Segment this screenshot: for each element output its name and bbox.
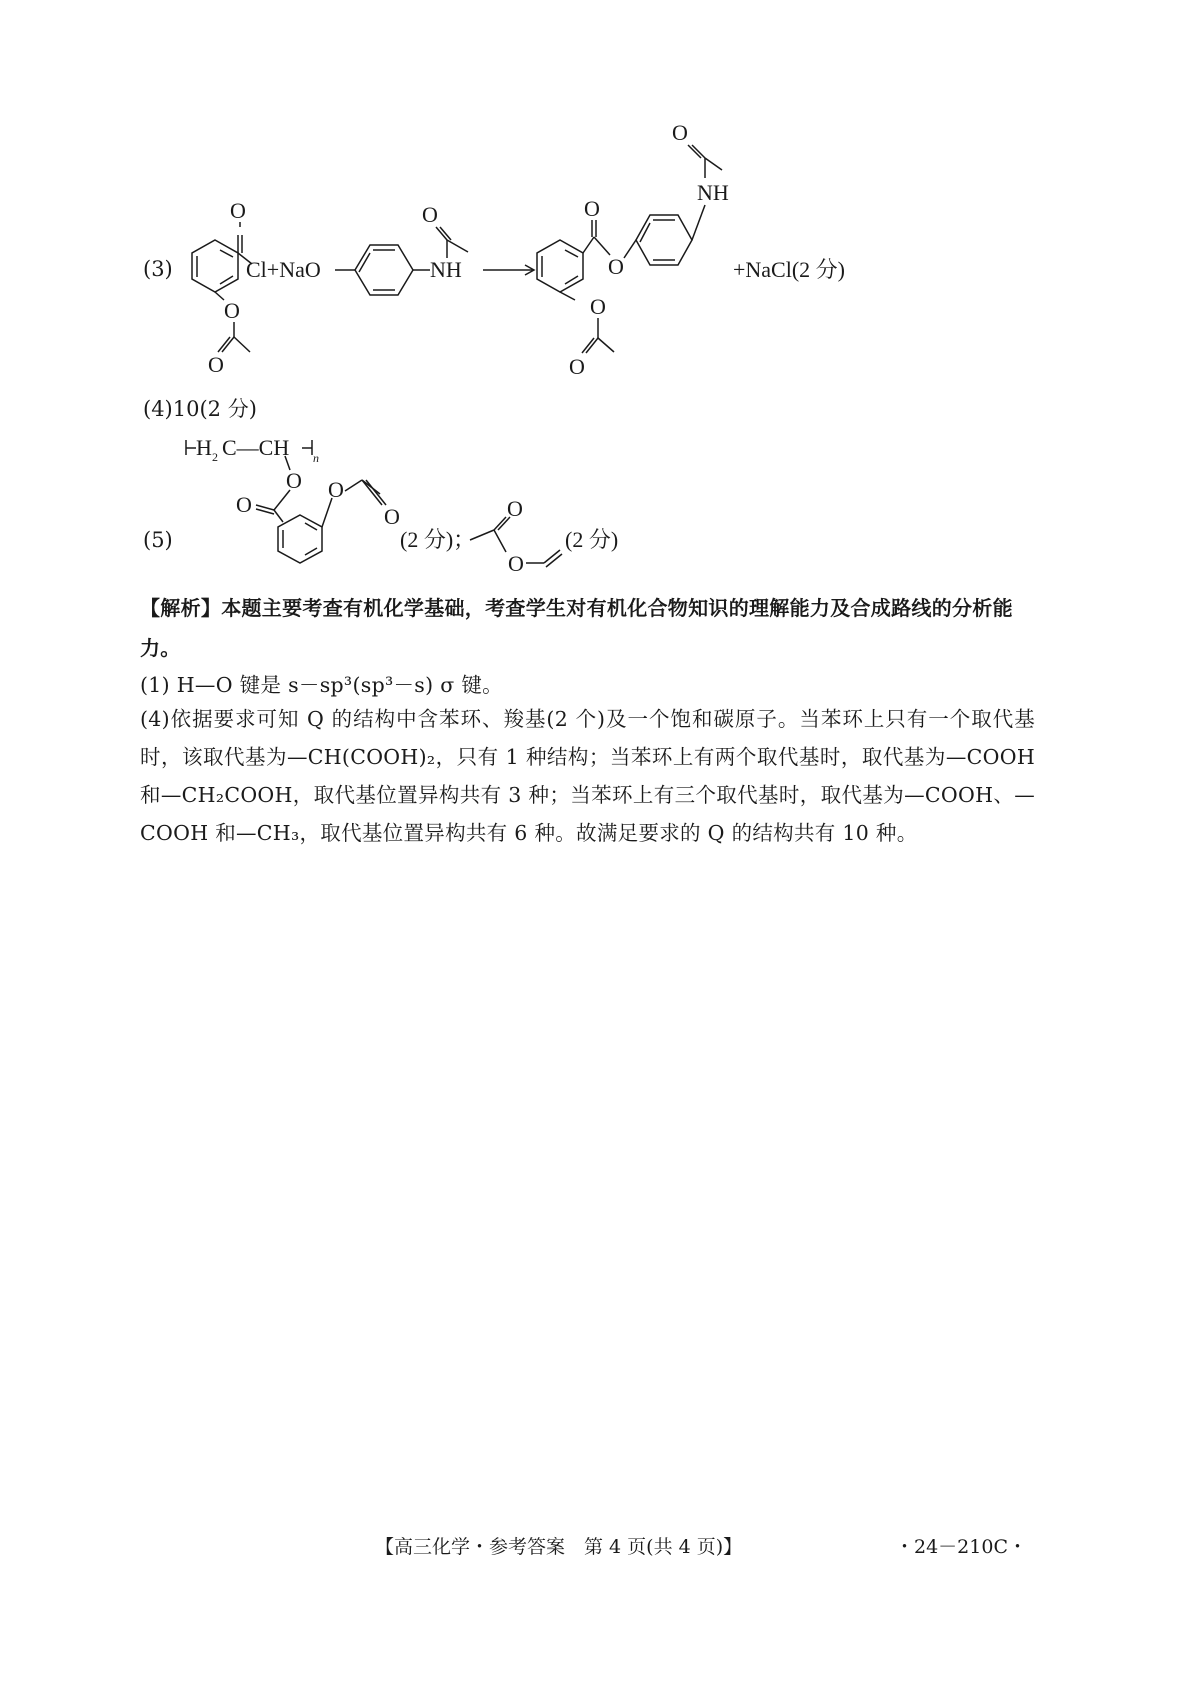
atom-o-carbonyl-2: O — [584, 196, 600, 221]
analysis-p1: (1) H—O 键是 s－sp³(sp³－s) σ 键。 — [140, 673, 503, 697]
polymer-h2c: H — [196, 435, 212, 460]
q4-answer: (4)10(2 分) — [143, 397, 257, 421]
reaction-scheme-q3 — [150, 110, 1070, 400]
q5-o-ester-1: O — [286, 468, 302, 493]
analysis-intro — [140, 588, 1030, 668]
q5-o-vinyl-ester: O — [508, 551, 524, 576]
atom-o-acyl-2: O — [569, 354, 585, 379]
benzene-ring-3 — [537, 240, 583, 292]
benzene-ring-2 — [355, 245, 413, 295]
analysis-tag: 【解析】 — [140, 596, 222, 620]
polymer-subscript-2: 2 — [212, 450, 218, 464]
atom-o-ester-3: O — [590, 294, 606, 319]
q5-structures — [150, 420, 650, 580]
polymer-c-ch: C—CH — [222, 435, 290, 460]
atom-nh-2: NH — [697, 180, 729, 205]
atom-nh-1: NH — [430, 257, 462, 282]
polymer-n: n — [313, 451, 319, 465]
atom-o-amide-1: O — [422, 202, 438, 227]
analysis-intro-text: 本题主要考查有机化学基础，考查学生对有机化合物知识的理解能力及合成路线的分析能力。 — [140, 596, 1013, 660]
atom-o-acyl-1: O — [208, 352, 224, 377]
footer-center: 【高三化学・参考答案 第 4 页(共 4 页)】 — [375, 1536, 743, 1558]
analysis-p4: (4)依据要求可知 Q 的结构中含苯环、羧基(2 个)及一个饱和碳原子。当苯环上只有一个取代基时，该取代基为—CH(COOH)₂，只有 1 种结构；当苯环上有两个取代基时，取代基为—COOH 和—CH₂COOH，取代基位置异构共有 3 种；当苯环上有三个取代基时，取代基为—COOH、—COOH 和—CH₃，取代基位置异构共有 6 种。故满足要求的 Q 的结构共有 10 种。 — [140, 707, 1035, 845]
q5-benzene-ring — [278, 515, 322, 563]
q5-o-vinyl-carbonyl: O — [507, 496, 523, 521]
q5-o-carbonyl: O — [236, 492, 252, 517]
atom-o-ester-2: O — [608, 254, 624, 279]
q3-label: (3) — [143, 257, 173, 281]
benzene-ring-4 — [636, 215, 692, 265]
q5-o-acyl: O — [384, 504, 400, 529]
atom-o-amide-2: O — [672, 120, 688, 145]
byproduct-and-score: +NaCl(2 分) — [733, 257, 845, 282]
q5-label: (5) — [143, 528, 173, 552]
atom-o-ester-1: O — [224, 298, 240, 323]
q5-score-1: (2 分)； — [400, 527, 476, 552]
benzene-ring-1 — [192, 240, 238, 292]
q5-o-ester-2: O — [328, 477, 344, 502]
atom-o-carbonyl-1: O — [230, 198, 246, 223]
atom-cl-nao: Cl+NaO — [246, 257, 321, 282]
footer-right: ・24－210C・ — [895, 1536, 1027, 1558]
q5-score-2: (2 分) — [565, 527, 619, 552]
